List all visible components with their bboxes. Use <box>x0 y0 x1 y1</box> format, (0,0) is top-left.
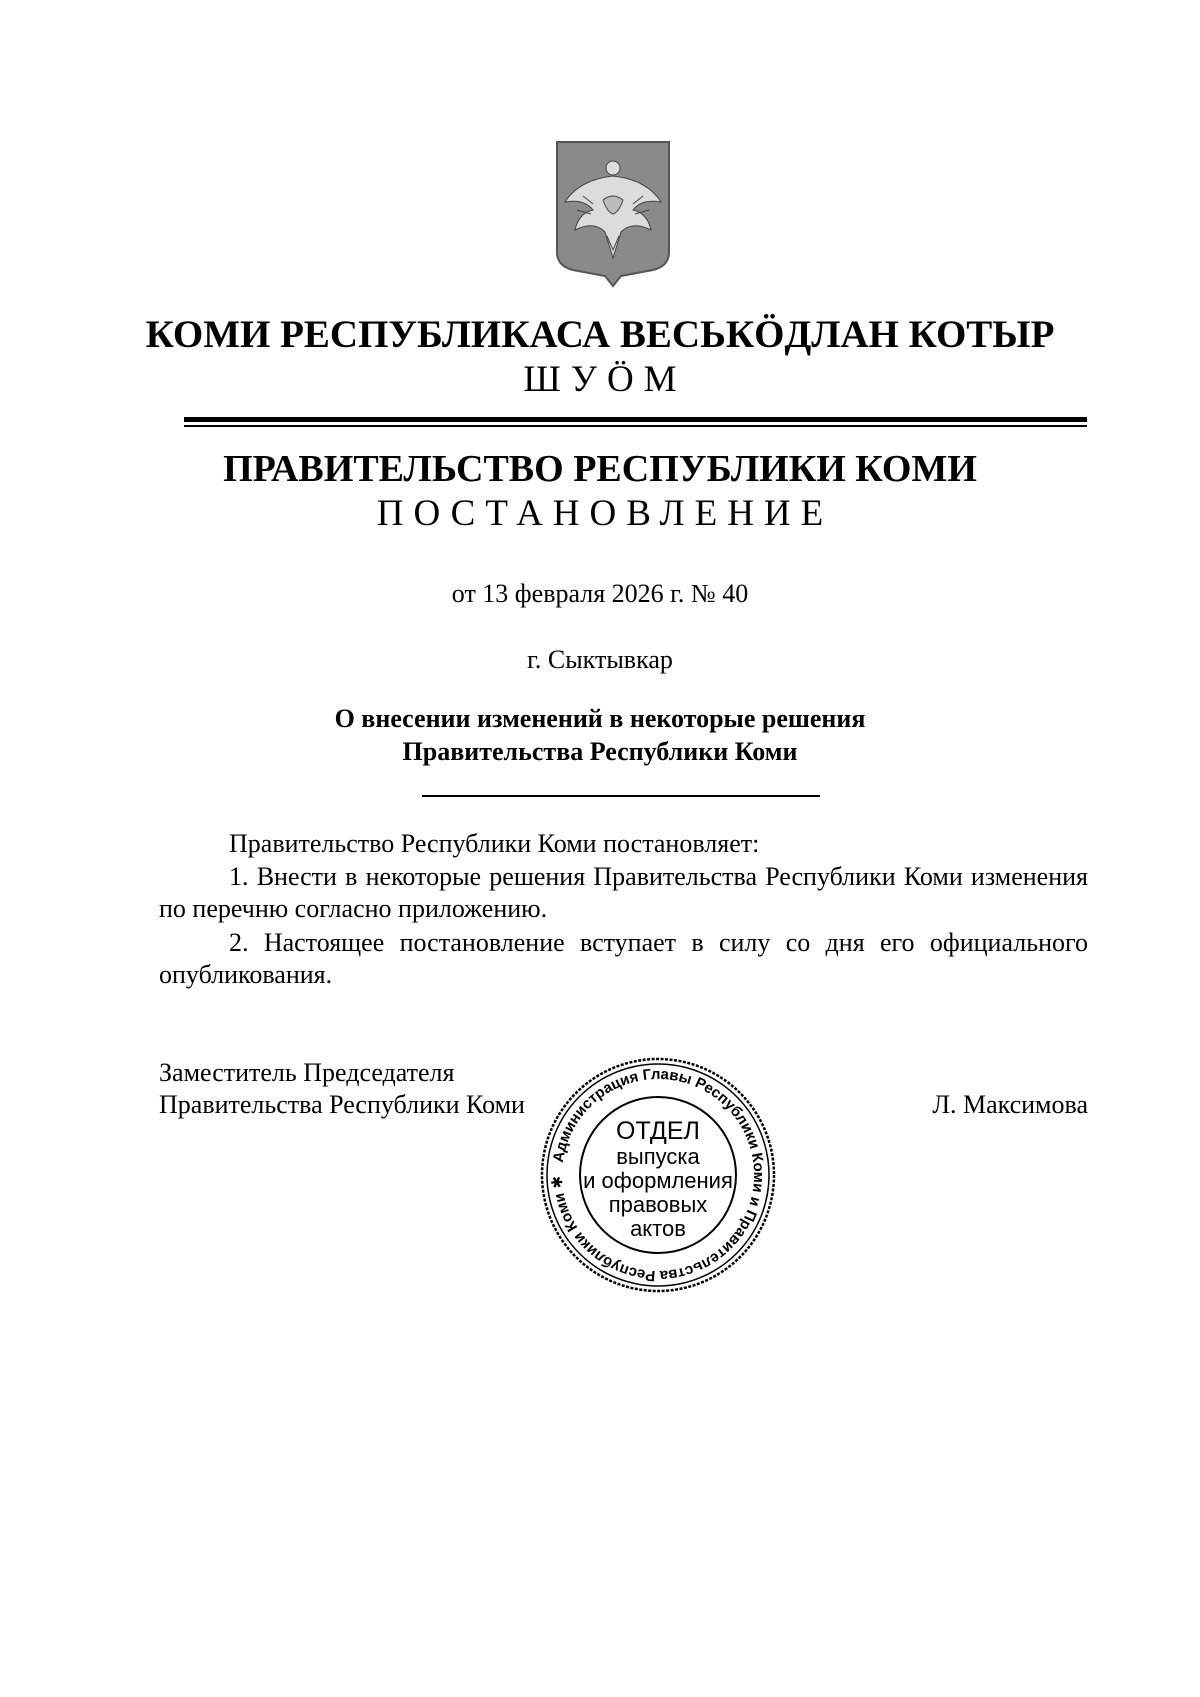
document-title-line2: Правительства Республики Коми <box>402 737 798 766</box>
stamp-line: ОТДЕЛ <box>616 1117 700 1145</box>
signatory-name: Л. Максимова <box>932 1090 1088 1119</box>
title-underline <box>422 795 820 797</box>
header-divider-thick <box>184 417 1087 422</box>
komi-coat-of-arms-icon <box>553 140 673 290</box>
body-item-2: 2. Настоящее постановление вступает в силу со дня его официального опубликования. <box>159 928 1088 989</box>
official-stamp-icon <box>538 1055 778 1295</box>
stamp-line: и оформления <box>583 1168 733 1193</box>
document-city: г. Сыктывкар <box>527 645 673 674</box>
document-type: ПОСТАНОВЛЕНИЕ <box>376 493 834 534</box>
komi-government-title: КОМИ РЕСПУБЛИКАСА ВЕСЬКӦДЛАН КОТЫР <box>145 313 1055 356</box>
komi-doc-type: ШУӦМ <box>523 359 687 400</box>
signatory-position-line1: Заместитель Председателя <box>159 1058 455 1087</box>
body-intro: Правительство Республики Коми постановляет: <box>229 829 760 858</box>
stamp-line: выпуска <box>616 1144 700 1169</box>
header-divider-thin <box>184 425 1087 427</box>
body-item-1: 1. Внести в некоторые решения Правительства Республики Коми изменения по перечню согласно приложению. <box>159 862 1088 923</box>
signatory-position-line2: Правительства Республики Коми <box>159 1090 525 1119</box>
stamp-ring-text: Администрация Главы Республики Коми и Правительства Республики Коми ✱ <box>548 1065 768 1285</box>
document-title-line1: О внесении изменений в некоторые решения <box>334 704 866 733</box>
stamp-line: правовых <box>608 1192 708 1217</box>
document-date-number: от 13 февраля 2026 г. № 40 <box>451 579 749 608</box>
stamp-line: актов <box>630 1216 686 1241</box>
government-title: ПРАВИТЕЛЬСТВО РЕСПУБЛИКИ КОМИ <box>223 448 977 490</box>
